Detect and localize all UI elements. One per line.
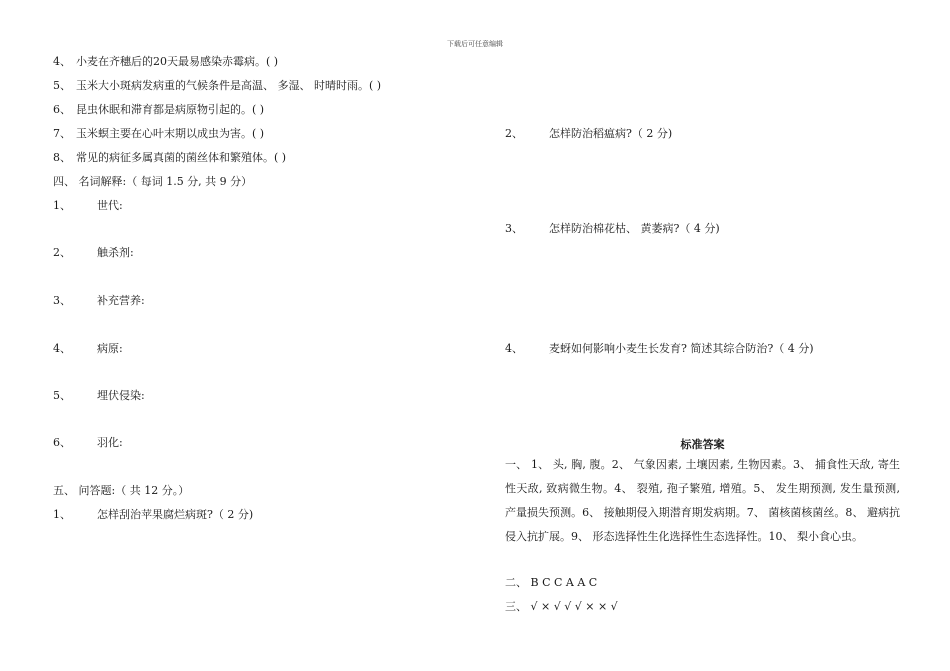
- item-text: 玉米大小斑病发病重的气候条件是高温、 多湿、 时晴时雨。( ): [76, 79, 382, 92]
- item-text: 世代:: [97, 199, 123, 212]
- item-number: 7、: [53, 127, 71, 140]
- item-number: 1、: [53, 199, 71, 212]
- header-note: 下载后可任意编辑: [447, 40, 503, 48]
- section-heading: 四、 名词解释:（ 每词 1.5 分, 共 9 分）: [53, 175, 253, 188]
- item-text: 怎样防治稻瘟病?（ 2 分): [549, 127, 673, 140]
- item-number: 2、: [505, 127, 523, 140]
- item-number: 5、: [53, 389, 71, 402]
- term-item: [53, 342, 123, 356]
- item-text: 羽化:: [97, 436, 123, 449]
- item-number: 1、: [53, 508, 71, 521]
- term-item: [53, 294, 145, 308]
- question-item: [53, 508, 253, 522]
- answers-true-false: 三、 √ × √ √ √ × × √: [505, 600, 618, 613]
- section-heading: 五、 问答题:（ 共 12 分。）: [53, 484, 190, 497]
- question-item: [505, 222, 720, 236]
- item-number: 6、: [53, 103, 71, 116]
- tf-item: [53, 127, 264, 141]
- item-number: 4、: [505, 342, 523, 355]
- item-text: 怎样刮治苹果腐烂病斑?（ 2 分): [97, 508, 254, 521]
- item-text: 埋伏侵染:: [97, 389, 145, 402]
- item-number: 3、: [505, 222, 523, 235]
- tf-item: [53, 103, 264, 117]
- answers-title: 标准答案: [680, 438, 725, 451]
- term-item: [53, 389, 145, 403]
- item-text: 麦蚜如何影响小麦生长发育? 简述其综合防治?（ 4 分): [549, 342, 814, 355]
- item-number: 2、: [53, 246, 71, 259]
- item-text: 触杀剂:: [97, 246, 134, 259]
- item-number: 4、: [53, 342, 71, 355]
- item-text: 怎样防治棉花枯、 黄萎病?（ 4 分): [549, 222, 720, 235]
- item-text: 昆虫休眠和滞育都是病原物引起的。( ): [76, 103, 265, 116]
- question-item: [505, 127, 672, 141]
- item-number: 8、: [53, 151, 71, 164]
- item-number: 6、: [53, 436, 71, 449]
- item-text: 常见的病征多属真菌的菌丝体和繁殖体。( ): [76, 151, 287, 164]
- item-text: 小麦在齐穗后的20天最易感染赤霉病。( ): [76, 55, 279, 68]
- term-item: [53, 199, 123, 213]
- question-item: [505, 342, 814, 356]
- term-item: [53, 246, 134, 260]
- answers-multiple-choice: 二、 B C C A A C: [505, 576, 598, 589]
- item-text: 玉米螟主要在心叶末期以成虫为害。( ): [76, 127, 265, 140]
- tf-item: [53, 55, 278, 69]
- item-number: 3、: [53, 294, 71, 307]
- term-item: [53, 436, 123, 450]
- answers-paragraph: 一、 1、 头, 胸, 腹。2、 气象因素, 土壤因素, 生物因素。3、 捕食性天敌, 寄生性天敌, 致病微生物。4、 裂殖, 孢子繁殖, 增殖。5、 发生期预测, 发生量预测, 产量损失预测。6、 接触期侵入期潜育期发病期。7、 菌核菌核菌丝。8、 避病抗侵入抗扩展。9、 形态选择性生化选择性生态选择性。10、 梨小食心虫。: [505, 458, 900, 543]
- item-number: 4、: [53, 55, 71, 68]
- tf-item: [53, 79, 381, 93]
- item-number: 5、: [53, 79, 71, 92]
- tf-item: [53, 151, 286, 165]
- item-text: 病原:: [97, 342, 123, 355]
- item-text: 补充营养:: [97, 294, 145, 307]
